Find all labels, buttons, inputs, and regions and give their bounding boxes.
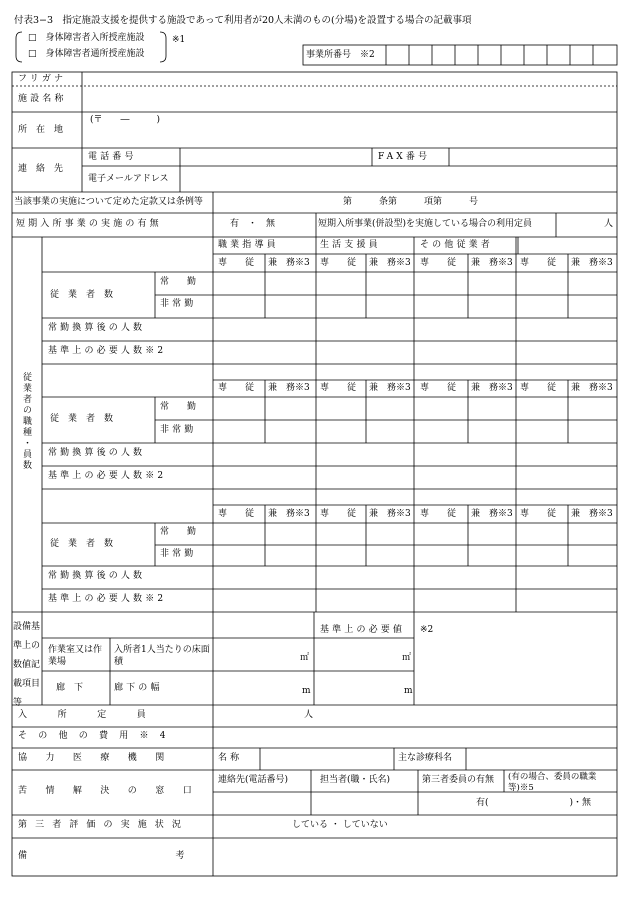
parttime-label: 非常勤 [160, 549, 197, 559]
facility-name-label: 施設名称 [18, 94, 67, 104]
converted-label: 常勤換算後の人数 [48, 448, 146, 458]
job-vocational: 職業指導員 [218, 240, 279, 250]
required-label: 基準上の必要人数※2 [48, 346, 167, 356]
part-label: 兼 務※3 [268, 509, 310, 519]
person-unit: 人 [604, 219, 614, 229]
part-label: 兼 務※3 [369, 383, 411, 393]
per-person-area-label: 入所者1人当たりの床面積 [114, 645, 210, 667]
short-stay-label: 短期入所事業の実施の有無 [16, 219, 162, 229]
full-label: 専 従 [420, 509, 457, 519]
fulltime-label: 常 勤 [160, 402, 197, 412]
parttime-label: 非常勤 [160, 425, 197, 435]
fax-label: FAX番号 [378, 152, 431, 162]
workroom-label: 作業室又は作業場 [48, 645, 103, 667]
full-label: 専 従 [420, 258, 457, 268]
option-commuter-workshop[interactable]: □ 身体障害者通所授産施設 [28, 49, 145, 59]
comp-third-note: (有の場合、委員の職業等)※5 [508, 772, 597, 793]
fulltime-label: 常 勤 [160, 277, 197, 287]
corridor-label: 廊下 [56, 683, 93, 693]
part-label: 兼 務※3 [471, 383, 513, 393]
comp-yes-no[interactable]: 有( )・無 [476, 798, 592, 808]
full-label: 専 従 [420, 383, 457, 393]
article-field[interactable]: 第 条第 項第 号 [343, 197, 479, 207]
m2-unit: ㎡ [300, 653, 310, 663]
job-other: その他従業者 [420, 240, 493, 250]
required-label: 基準上の必要人数※2 [48, 471, 167, 481]
medical-label: 協力医療機関 [18, 753, 183, 763]
ordinance-label: 当該事業の実施について定めた定款又は条例等 [14, 197, 203, 207]
option-residential-workshop[interactable]: □ 身体障害者入所授産施設 [28, 33, 145, 43]
postal-code[interactable]: (〒 ― ) [90, 115, 161, 125]
remarks-label: 備考 [18, 851, 334, 861]
part-label: 兼 務※3 [571, 509, 613, 519]
staff-count-label: 従業者数 [50, 414, 123, 424]
tel-label: 電話番号 [88, 152, 137, 162]
full-label: 専 従 [520, 258, 557, 268]
part-label: 兼 務※3 [571, 258, 613, 268]
contact-label: 連絡先 [18, 164, 73, 174]
short-stay-capacity-label: 短期入所事業(併設型)を実施している場合の利用定員 [318, 219, 533, 229]
furigana-label: フリガナ [18, 74, 67, 84]
job-life-support: 生活支援員 [320, 240, 381, 250]
corridor-width-label: 廊下の幅 [114, 683, 163, 693]
part-label: 兼 務※3 [571, 383, 613, 393]
parttime-label: 非常勤 [160, 299, 197, 309]
converted-label: 常勤換算後の人数 [48, 323, 146, 333]
full-label: 専 従 [320, 258, 357, 268]
comp-person-label: 担当者(職・氏名) [320, 775, 391, 785]
note-1: ※1 [172, 35, 186, 45]
evaluation-label: 第三者評価の実施状況 [18, 820, 190, 830]
equipment-side-label: 設備基準上の数値記載項目等 [13, 622, 41, 708]
staff-side-label: 従業者の職種・員数 [21, 372, 31, 471]
email-label: 電子メールアドレス [88, 174, 169, 184]
comp-contact-label: 連絡先(電話番号) [218, 775, 289, 785]
full-label: 専 従 [520, 383, 557, 393]
short-stay-yesno[interactable]: 有 ・ 無 [230, 219, 276, 229]
required-value-label: 基準上の必要値 [320, 625, 406, 635]
complaint-label: 苦情解決の窓口 [18, 786, 211, 796]
full-label: 専 従 [320, 383, 357, 393]
part-label: 兼 務※3 [471, 258, 513, 268]
med-name-label: 名称 [218, 753, 243, 763]
part-label: 兼 務※3 [471, 509, 513, 519]
full-label: 専 従 [218, 509, 255, 519]
m-unit: m [302, 686, 311, 696]
form-title: 付表3−3 指定施設支援を提供する施設であって利用者が20人未満のもの(分場)を設置する場合の記載事項 [14, 15, 472, 26]
capacity-unit: 人 [304, 710, 314, 720]
office-number-label: 事業所番号 ※2 [306, 50, 375, 60]
part-label: 兼 務※3 [369, 258, 411, 268]
m-unit: m [404, 686, 413, 696]
staff-count-label: 従業者数 [50, 290, 123, 300]
part-label: 兼 務※3 [369, 509, 411, 519]
full-label: 専 従 [218, 383, 255, 393]
required-label: 基準上の必要人数※2 [48, 594, 167, 604]
note-2: ※2 [420, 625, 434, 635]
address-label: 所在地 [18, 125, 73, 135]
fees-label: その他の費用※4 [18, 731, 177, 741]
converted-label: 常勤換算後の人数 [48, 571, 146, 581]
full-label: 専 従 [218, 258, 255, 268]
comp-third-label: 第三者委員の有無 [422, 775, 495, 785]
capacity-label: 入所定員 [18, 710, 177, 720]
staff-count-label: 従業者数 [50, 539, 123, 549]
evaluation-value[interactable]: している ・ していない [292, 820, 388, 830]
fulltime-label: 常 勤 [160, 527, 197, 537]
part-label: 兼 務※3 [268, 258, 310, 268]
full-label: 専 従 [320, 509, 357, 519]
full-label: 専 従 [520, 509, 557, 519]
part-label: 兼 務※3 [268, 383, 310, 393]
med-dept-label: 主な診療科名 [398, 753, 453, 763]
m2-unit: ㎡ [402, 653, 412, 663]
